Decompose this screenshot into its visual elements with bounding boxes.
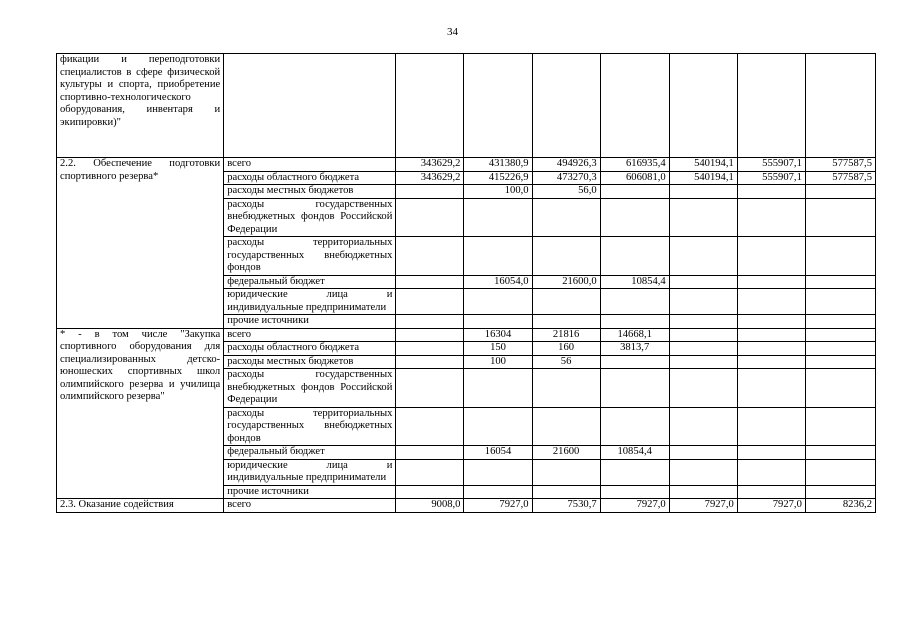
value-cell: 7927,0: [737, 499, 805, 513]
value-cell: 555907,1: [737, 171, 805, 185]
funding-source-label: всего: [227, 328, 252, 340]
funding-source-cell: [224, 275, 396, 289]
value-cell: [737, 275, 805, 289]
value-cell: [532, 315, 600, 329]
value-cell: 415226,9: [464, 171, 532, 185]
value-cell: [737, 198, 805, 237]
funding-source-cell: [224, 342, 396, 356]
value-cell: [396, 237, 464, 276]
value-cell: [737, 369, 805, 408]
funding-source-cell: [224, 237, 396, 276]
value-cell: [805, 185, 875, 199]
funding-source-label: расходы местных бюджетов: [227, 355, 354, 367]
funding-source-label: расходы территориальных государственных внебюджетных фондов: [227, 407, 393, 444]
funding-source-label: всего: [227, 499, 252, 510]
value-cell: [396, 446, 464, 460]
value-cell: [396, 485, 464, 499]
value-cell: [669, 459, 737, 485]
value-cell: [669, 237, 737, 276]
value-cell: [532, 237, 600, 276]
funding-source-label: всего: [227, 158, 252, 169]
value-cell: [669, 315, 737, 329]
value-cell: [464, 315, 532, 329]
value-cell: [737, 355, 805, 369]
value-cell: [669, 275, 737, 289]
funding-source-label: федеральный бюджет: [227, 446, 325, 457]
value-cell: [805, 459, 875, 485]
funding-source-cell: [224, 315, 396, 329]
funding-source-label: юридические лица и индивидуальные предприниматели: [227, 289, 393, 313]
funding-source-cell: [224, 485, 396, 499]
value-cell: [396, 407, 464, 446]
value-cell: [532, 407, 600, 446]
value-cell: [805, 485, 875, 499]
value-cell: [464, 407, 532, 446]
value-cell: [464, 289, 532, 315]
value-cell: 16054: [464, 446, 532, 460]
empty-cell: [224, 54, 396, 158]
program-description-cell: [57, 54, 224, 158]
empty-cell: [805, 54, 875, 158]
value-cell: [805, 342, 875, 356]
value-cell: 150: [464, 342, 532, 356]
value-cell: 494926,3: [532, 158, 600, 172]
value-cell: [396, 369, 464, 408]
funding-source-cell: [224, 158, 396, 172]
funding-source-label: юридические лица и индивидуальные предприниматели: [227, 459, 393, 483]
value-cell: 10854,4: [600, 275, 669, 289]
value-cell: 343629,2: [396, 158, 464, 172]
budget-table: [56, 53, 876, 513]
funding-source-label: прочие источники: [227, 485, 309, 497]
value-cell: [669, 185, 737, 199]
table-body: [57, 54, 876, 513]
value-cell: [805, 369, 875, 408]
value-cell: 7927,0: [464, 499, 532, 513]
value-cell: [600, 185, 669, 199]
value-cell: 16054,0: [464, 275, 532, 289]
value-cell: [737, 342, 805, 356]
value-cell: 555907,1: [737, 158, 805, 172]
value-cell: [600, 485, 669, 499]
value-cell: [396, 185, 464, 199]
empty-cell: [737, 54, 805, 158]
value-cell: [737, 185, 805, 199]
value-cell: [396, 459, 464, 485]
value-cell: [396, 355, 464, 369]
funding-source-cell: [224, 289, 396, 315]
value-cell: 21600: [532, 446, 600, 460]
value-cell: 3813,7: [600, 342, 669, 356]
value-cell: 616935,4: [600, 158, 669, 172]
value-cell: [600, 459, 669, 485]
value-cell: [669, 485, 737, 499]
value-cell: 606081,0: [600, 171, 669, 185]
value-cell: [805, 328, 875, 342]
funding-source-cell: [224, 459, 396, 485]
value-cell: 540194,1: [669, 158, 737, 172]
funding-source-label: расходы областного бюджета: [227, 342, 360, 353]
value-cell: 7530,7: [532, 499, 600, 513]
funding-source-label: прочие источники: [227, 315, 309, 326]
value-cell: [600, 289, 669, 315]
funding-source-label: расходы местных бюджетов: [227, 185, 354, 196]
value-cell: [600, 407, 669, 446]
value-cell: [805, 237, 875, 276]
funding-source-label: расходы территориальных государственных внебюджетных фондов: [227, 237, 393, 273]
value-cell: [737, 485, 805, 499]
funding-source-label: федеральный бюджет: [227, 275, 325, 287]
value-cell: [532, 289, 600, 315]
value-cell: 343629,2: [396, 171, 464, 185]
value-cell: [600, 355, 669, 369]
value-cell: [600, 198, 669, 237]
value-cell: 21600,0: [532, 275, 600, 289]
value-cell: [669, 198, 737, 237]
value-cell: [669, 328, 737, 342]
value-cell: 431380,9: [464, 158, 532, 172]
value-cell: 56,0: [532, 185, 600, 199]
funding-source-cell: [224, 407, 396, 446]
value-cell: [396, 328, 464, 342]
funding-source-cell: [224, 328, 396, 342]
value-cell: [805, 355, 875, 369]
value-cell: [396, 289, 464, 315]
value-cell: [600, 315, 669, 329]
value-cell: [532, 369, 600, 408]
value-cell: [464, 459, 532, 485]
table-row-continuation: [57, 54, 876, 158]
value-cell: 100,0: [464, 185, 532, 199]
value-cell: [669, 289, 737, 315]
value-cell: 56: [532, 355, 600, 369]
value-cell: 21816: [532, 328, 600, 342]
value-cell: [396, 275, 464, 289]
funding-source-cell: [224, 369, 396, 408]
value-cell: [669, 355, 737, 369]
funding-source-cell: [224, 499, 396, 513]
value-cell: [737, 289, 805, 315]
value-cell: [737, 237, 805, 276]
value-cell: [464, 485, 532, 499]
value-cell: [669, 446, 737, 460]
value-cell: [464, 369, 532, 408]
empty-cell: [532, 54, 600, 158]
value-cell: [464, 237, 532, 276]
value-cell: 577587,5: [805, 171, 875, 185]
value-cell: 577587,5: [805, 158, 875, 172]
table-row: [57, 499, 876, 513]
value-cell: [532, 459, 600, 485]
value-cell: [737, 446, 805, 460]
funding-source-cell: [224, 171, 396, 185]
value-cell: 9008,0: [396, 499, 464, 513]
value-cell: 14668,1: [600, 328, 669, 342]
funding-source-label: расходы государственных внебюджетных фондов Российской Федерации: [227, 369, 393, 405]
empty-cell: [396, 54, 464, 158]
section-2-3-description-cell: [57, 499, 224, 513]
value-cell: 7927,0: [600, 499, 669, 513]
funding-source-label: расходы областного бюджета: [227, 171, 360, 183]
value-cell: 16304: [464, 328, 532, 342]
value-cell: [669, 342, 737, 356]
section-2-2-description-cell: [57, 158, 224, 329]
section-star-description-text: * - в том числе "Закупка спортивного оборудования для специализированных детско-юношеских спортивных школ олимпийского резерва и училища олимпийского резерва": [60, 328, 221, 402]
table-row: [57, 328, 876, 342]
funding-source-cell: [224, 198, 396, 237]
table-row: [57, 158, 876, 172]
value-cell: 540194,1: [669, 171, 737, 185]
funding-source-cell: [224, 446, 396, 460]
value-cell: 160: [532, 342, 600, 356]
value-cell: [805, 289, 875, 315]
value-cell: 100: [464, 355, 532, 369]
section-star-description-cell: [57, 328, 224, 499]
value-cell: [737, 328, 805, 342]
page-number: 34: [447, 26, 458, 38]
value-cell: [805, 315, 875, 329]
program-description-text: фикации и переподготовки специалистов в сфере физической культуры и спорта, приобретение спортивно-технологического оборудования, инвентаря и экипировки)": [60, 54, 221, 128]
funding-source-label: расходы государственных внебюджетных фондов Российской Федерации: [227, 198, 393, 235]
value-cell: [805, 275, 875, 289]
value-cell: 10854,4: [600, 446, 669, 460]
value-cell: [737, 315, 805, 329]
value-cell: [669, 369, 737, 408]
funding-source-cell: [224, 355, 396, 369]
section-2-3-description-text: 2.3. Оказание содействия: [60, 499, 174, 510]
empty-cell: [600, 54, 669, 158]
value-cell: [805, 446, 875, 460]
funding-source-cell: [224, 185, 396, 199]
value-cell: [396, 315, 464, 329]
value-cell: 473270,3: [532, 171, 600, 185]
value-cell: [805, 407, 875, 446]
value-cell: [396, 342, 464, 356]
empty-cell: [464, 54, 532, 158]
value-cell: [669, 407, 737, 446]
value-cell: 8236,2: [805, 499, 875, 513]
value-cell: [805, 198, 875, 237]
value-cell: 7927,0: [669, 499, 737, 513]
value-cell: [737, 459, 805, 485]
value-cell: [737, 407, 805, 446]
value-cell: [532, 485, 600, 499]
value-cell: [600, 237, 669, 276]
section-2-2-description-text: 2.2. Обеспечение подготовки спортивного резерва*: [60, 158, 221, 182]
value-cell: [396, 198, 464, 237]
value-cell: [600, 369, 669, 408]
empty-cell: [669, 54, 737, 158]
value-cell: [464, 198, 532, 237]
value-cell: [532, 198, 600, 237]
